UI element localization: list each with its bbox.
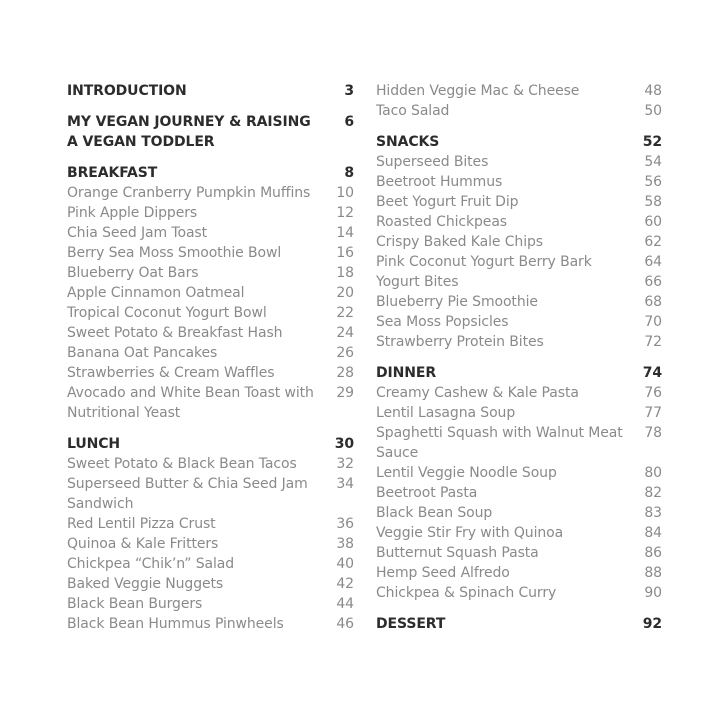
page-number: 52	[642, 134, 662, 150]
page-number: 18	[336, 265, 354, 281]
toc-entry	[67, 514, 354, 534]
entry-title: Chickpea & Spinach Curry	[376, 585, 557, 601]
toc-entry	[376, 423, 662, 463]
entry-title: Taco Salad	[376, 103, 450, 119]
toc-entry	[376, 81, 662, 101]
page-number: 60	[644, 214, 662, 230]
entry-title: Spaghetti Squash with Walnut Meat Sauce	[376, 425, 623, 461]
page-number: 46	[336, 616, 354, 632]
entry-title: Pink Apple Dippers	[67, 205, 198, 221]
page-number: 36	[336, 516, 354, 532]
page-number: 77	[644, 405, 662, 421]
page-number: 64	[644, 254, 662, 270]
toc-entry	[376, 523, 662, 543]
entry-title: Crispy Baked Kale Chips	[376, 234, 543, 250]
entry-title: Veggie Stir Fry with Quinoa	[376, 525, 564, 541]
entry-title: Tropical Coconut Yogurt Bowl	[67, 305, 267, 321]
section-title: INTRODUCTION	[67, 83, 187, 99]
page-number: 54	[644, 154, 662, 170]
page-number: 22	[336, 305, 354, 321]
entry-title: Quinoa & Kale Fritters	[67, 536, 219, 552]
toc-entry	[376, 332, 662, 352]
entry-title: Superseed Bites	[376, 154, 489, 170]
entry-title: Superseed Butter & Chia Seed Jam Sandwich	[67, 476, 308, 512]
entry-title: Hemp Seed Alfredo	[376, 565, 510, 581]
section-title: MY VEGAN JOURNEY & RAISING A VEGAN TODDLER	[67, 114, 311, 150]
toc-entry	[67, 203, 354, 223]
toc-section-heading	[376, 132, 662, 152]
entry-title: Black Bean Hummus Pinwheels	[67, 616, 284, 632]
toc-entry	[67, 323, 354, 343]
page-number: 28	[336, 365, 354, 381]
toc-entry	[376, 463, 662, 483]
entry-title: Sweet Potato & Black Bean Tacos	[67, 456, 297, 472]
page-number: 76	[644, 385, 662, 401]
toc-entry	[67, 614, 354, 634]
entry-title: Avocado and White Bean Toast with Nutritional Yeast	[67, 385, 314, 421]
entry-title: Hidden Veggie Mac & Cheese	[376, 83, 580, 99]
toc-section-heading	[376, 363, 662, 383]
toc-entry	[376, 483, 662, 503]
toc-section-heading	[67, 163, 354, 183]
page-number: 20	[336, 285, 354, 301]
page-number: 26	[336, 345, 354, 361]
page-number: 50	[644, 103, 662, 119]
toc-entry	[376, 101, 662, 121]
toc-entry	[376, 503, 662, 523]
toc-right-column	[376, 81, 662, 634]
toc-section-heading	[376, 614, 662, 634]
toc-entry	[376, 192, 662, 212]
entry-title: Berry Sea Moss Smoothie Bowl	[67, 245, 282, 261]
entry-title: Strawberry Protein Bites	[376, 334, 544, 350]
toc-entry	[67, 534, 354, 554]
section-title: BREAKFAST	[67, 165, 158, 181]
toc-section-heading	[67, 81, 354, 101]
page-number: 74	[642, 365, 662, 381]
toc-entry	[376, 232, 662, 252]
entry-title: Sea Moss Popsicles	[376, 314, 509, 330]
entry-title: Yogurt Bites	[376, 274, 459, 290]
toc-entry	[376, 292, 662, 312]
entry-title: Beet Yogurt Fruit Dip	[376, 194, 519, 210]
entry-title: Apple Cinnamon Oatmeal	[67, 285, 245, 301]
toc-entry	[376, 252, 662, 272]
page-number: 14	[336, 225, 354, 241]
page-number: 34	[336, 476, 354, 492]
toc-entry	[376, 312, 662, 332]
section-title: DESSERT	[376, 616, 446, 632]
page-number: 24	[336, 325, 354, 341]
toc-entry	[67, 454, 354, 474]
page-number: 82	[644, 485, 662, 501]
page-number: 40	[336, 556, 354, 572]
entry-title: Blueberry Pie Smoothie	[376, 294, 538, 310]
toc-entry	[67, 243, 354, 263]
section-title: DINNER	[376, 365, 437, 381]
toc-entry	[376, 563, 662, 583]
entry-title: Lentil Lasagna Soup	[376, 405, 516, 421]
entry-title: Beetroot Hummus	[376, 174, 503, 190]
section-title: SNACKS	[376, 134, 440, 150]
entry-title: Chickpea “Chik’n” Salad	[67, 556, 235, 572]
page-number: 92	[642, 616, 662, 632]
page-number: 6	[344, 114, 354, 130]
page-number: 48	[644, 83, 662, 99]
page-number: 16	[336, 245, 354, 261]
toc-entry	[67, 263, 354, 283]
entry-title: Blueberry Oat Bars	[67, 265, 199, 281]
page-number: 83	[644, 505, 662, 521]
page-number: 70	[644, 314, 662, 330]
toc-entry	[376, 543, 662, 563]
toc-entry	[67, 343, 354, 363]
toc-entry	[376, 383, 662, 403]
entry-title: Banana Oat Pancakes	[67, 345, 218, 361]
toc-entry	[67, 303, 354, 323]
entry-title: Baked Veggie Nuggets	[67, 576, 224, 592]
page-number: 88	[644, 565, 662, 581]
page-number: 8	[344, 165, 354, 181]
entry-title: Sweet Potato & Breakfast Hash	[67, 325, 283, 341]
entry-title: Black Bean Burgers	[67, 596, 203, 612]
toc-entry	[67, 574, 354, 594]
page-number: 66	[644, 274, 662, 290]
toc-entry	[67, 554, 354, 574]
page-number: 78	[644, 425, 662, 441]
page-number: 42	[336, 576, 354, 592]
toc-entry	[376, 212, 662, 232]
page-number: 58	[644, 194, 662, 210]
entry-title: Butternut Squash Pasta	[376, 545, 539, 561]
section-title: LUNCH	[67, 436, 120, 452]
toc-entry	[67, 223, 354, 243]
entry-title: Beetroot Pasta	[376, 485, 478, 501]
toc-entry	[376, 152, 662, 172]
page-number: 72	[644, 334, 662, 350]
toc-left-column	[67, 81, 354, 634]
page-number: 62	[644, 234, 662, 250]
page-number: 68	[644, 294, 662, 310]
page-number: 44	[336, 596, 354, 612]
entry-title: Chia Seed Jam Toast	[67, 225, 208, 241]
toc-entry	[67, 283, 354, 303]
page-number: 3	[344, 83, 354, 99]
entry-title: Orange Cranberry Pumpkin Muffins	[67, 185, 311, 201]
page-number: 84	[644, 525, 662, 541]
toc-entry	[67, 383, 354, 423]
toc-entry	[67, 474, 354, 514]
entry-title: Lentil Veggie Noodle Soup	[376, 465, 557, 481]
page-number: 56	[644, 174, 662, 190]
toc-entry	[376, 403, 662, 423]
entry-title: Pink Coconut Yogurt Berry Bark	[376, 254, 592, 270]
toc-entry	[67, 594, 354, 614]
toc-entry	[67, 363, 354, 383]
toc-entry	[376, 172, 662, 192]
entry-title: Red Lentil Pizza Crust	[67, 516, 216, 532]
page-number: 86	[644, 545, 662, 561]
entry-title: Creamy Cashew & Kale Pasta	[376, 385, 579, 401]
entry-title: Roasted Chickpeas	[376, 214, 507, 230]
toc-section-heading	[67, 112, 354, 152]
page-number: 38	[336, 536, 354, 552]
entry-title: Strawberries & Cream Waffles	[67, 365, 275, 381]
page-number: 29	[336, 385, 354, 401]
page-number: 32	[336, 456, 354, 472]
toc-entry	[67, 183, 354, 203]
toc-section-heading	[67, 434, 354, 454]
page-number: 12	[336, 205, 354, 221]
entry-title: Black Bean Soup	[376, 505, 493, 521]
page-number: 30	[334, 436, 354, 452]
page-number: 80	[644, 465, 662, 481]
page-number: 90	[644, 585, 662, 601]
toc-entry	[376, 583, 662, 603]
page-number: 10	[336, 185, 354, 201]
toc-entry	[376, 272, 662, 292]
